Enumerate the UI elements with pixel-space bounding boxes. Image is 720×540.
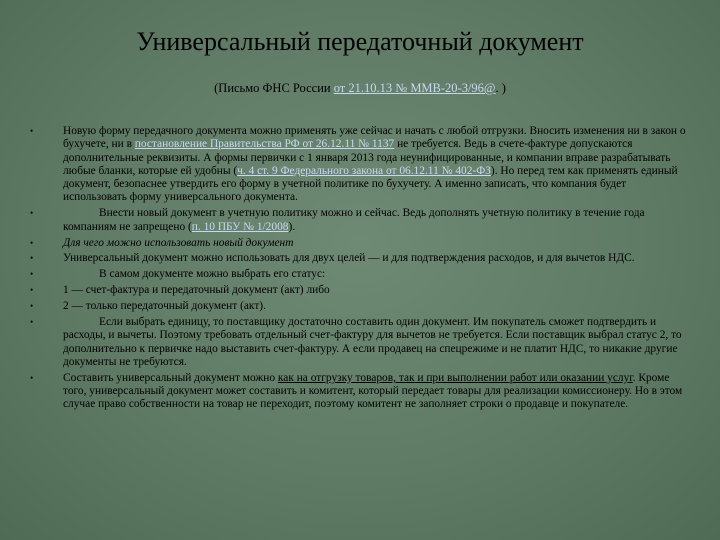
section-heading: Для чего можно использовать новый документ (63, 236, 294, 249)
list-item (30, 284, 692, 297)
item-text: не требуется. Ведь в счете-фактуре допускаются дополнительные реквизиты. А формы первички с 1 января 2013 года неунифицированные, и компании вправе разрабатывать любые бланки, которые ей удобны ( (63, 138, 671, 177)
item-text: Новую форму передачного документа можно применять уже сейчас и начать с любой отгрузки. Вносить изменения ни в закон о бухучете, ни в (63, 125, 686, 151)
list-item (30, 268, 692, 281)
item-text: Универсальный документ можно использовать для двух целей — и для подтверждения расходов, и для вычетов НДС. (63, 252, 635, 265)
decree-link[interactable]: постановление Правительства РФ от 26.12.11 № 1137 (134, 138, 395, 151)
underlined-text: как на отгрузку товаров, так и при выполнении работ или оказании услуг (277, 371, 633, 384)
item-text: Внести новый документ в учетную политику можно и сейчас. Ведь дополнять учетную политику в течение года компаниям не запрещено ( (63, 207, 645, 233)
item-text: . Кроме того, универсальный документ может составить и комитент, который передает товары для реализации комиссионеру. Но в этом случае право собственности на товар не переходит, поэтому комитент не заполняет строки о продавце и покупателе. (63, 371, 683, 411)
list-item (30, 300, 692, 313)
list-item (30, 125, 692, 205)
list-item (30, 252, 692, 265)
slide-subtitle (0, 80, 720, 96)
list-item (30, 207, 692, 234)
item-text: ). Но перед тем как применять единый документ, безопаснее утвердить его форму в учетной политике по бухучету. А именно записать, что компания будет использовать форму универсального документа. (63, 164, 678, 204)
item-text: Если выбрать единицу, то поставщику достаточно составить один документ. Им покупатель сможет подтвердить и расходы, и вычеты. Поэтому требовать отдельный счет-фактуру для вычетов не требуется. Если поставщик выбрал статус 2, то дополнительно к первичке надо выставить счет-фактуру. А если продавец на спецрежиме и не платит НДС, то никакие другие документы не требуются. (63, 316, 682, 368)
letter-link[interactable]: от 21.10.13 № ММВ-20-3/96@ (333, 81, 496, 95)
item-text: 1 — счет-фактура и передаточный документ (акт) либо (63, 284, 330, 297)
item-text: ). (288, 220, 296, 233)
subtitle-suffix: . ) (495, 81, 506, 95)
list-item (30, 316, 692, 369)
item-text: Составить универсальный документ можно (63, 371, 278, 384)
bullet-marker: • (30, 372, 34, 383)
bullet-marker: • (30, 253, 34, 264)
pbu-link[interactable]: п. 10 ПБУ № 1/2008 (191, 220, 289, 233)
bullet-marker: • (30, 126, 34, 136)
bullet-marker: • (30, 317, 34, 328)
item-text: В самом документе можно выбрать его статус: (99, 268, 326, 281)
bullet-marker: • (30, 285, 34, 296)
bullet-marker: • (30, 208, 34, 219)
list-item (30, 372, 692, 412)
subtitle-prefix: (Письмо ФНС России (214, 81, 334, 95)
federal-law-link[interactable]: ч. 4 ст. 9 Федерального закона от 06.12.11 № 402-ФЗ (237, 164, 491, 177)
list-item (30, 237, 692, 250)
slide-title: Универсальный передаточный документ (136, 27, 584, 56)
bullet-marker: • (30, 237, 34, 248)
bullet-list (30, 125, 692, 414)
item-text: 2 — только передаточный документ (акт). (63, 300, 266, 313)
bullet-marker: • (30, 269, 34, 280)
bullet-marker: • (30, 301, 34, 312)
